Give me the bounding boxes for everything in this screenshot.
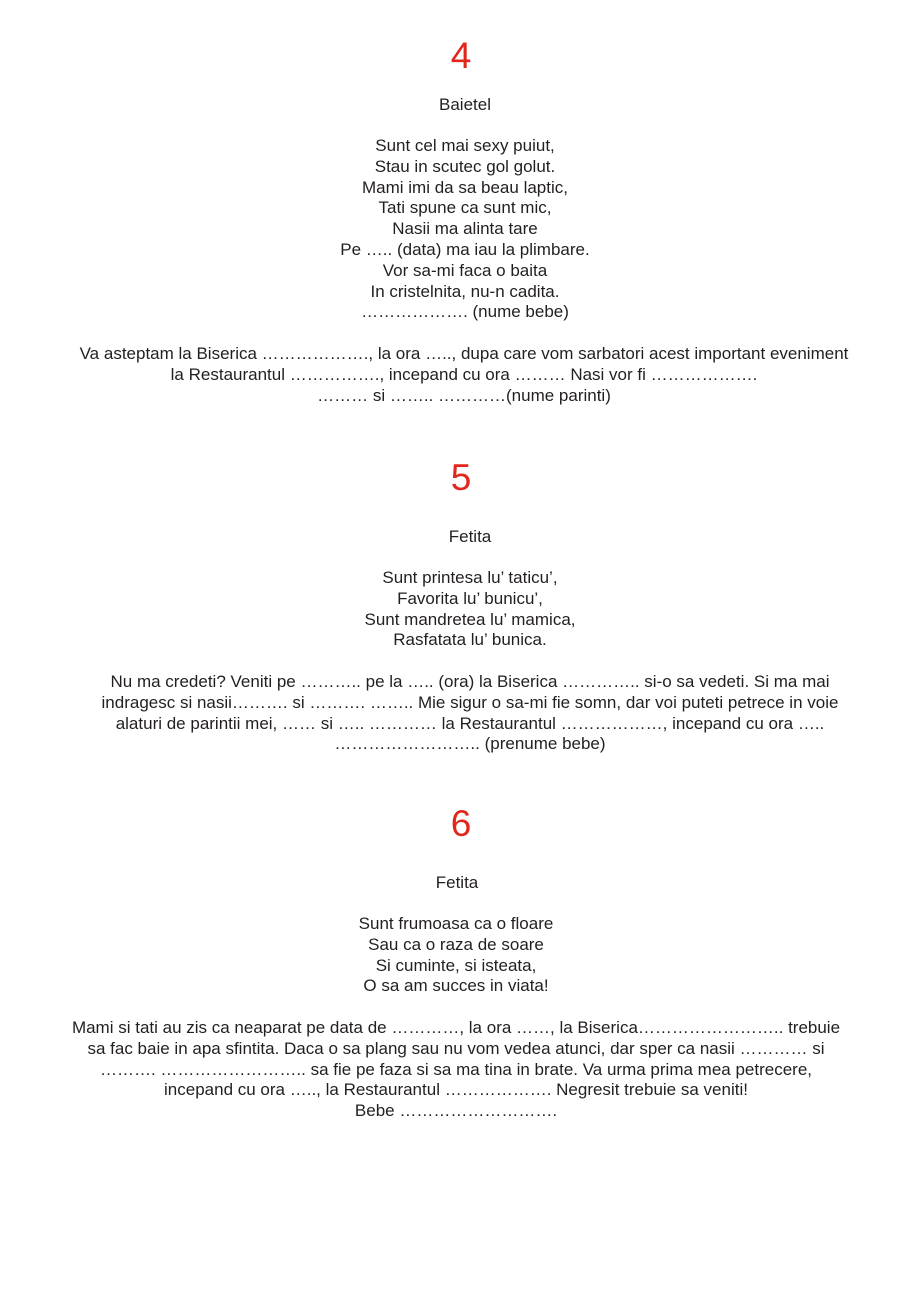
invitation-line: la Restaurantul ……………., incepand cu ora ……… Nasi vor fi ………………. (170, 364, 758, 384)
invitation-line: Mami si tati au zis ca neaparat pe data de …………, la ora ……, la Biserica…………………….. trebuie (71, 1018, 841, 1037)
poem-line: Nasii ma alinta tare (392, 219, 538, 239)
section-number: 6 (450, 803, 472, 844)
poem-line: Pe ….. (data) ma iau la plimbare. (340, 239, 590, 259)
poem-line: Sau ca o raza de soare (368, 934, 544, 954)
invitation-line: …………………….. (prenume bebe) (334, 734, 606, 754)
invitation-line: Va asteptam la Biserica ………………., la ora ….., dupa care vom sarbatori acest important eveniment (79, 344, 849, 363)
invitation-line: ………. …………………….. sa fie pe faza si sa ma tina in brate. Va urma prima mea petrecere, (99, 1059, 813, 1079)
section-title: Fetita (435, 873, 479, 892)
invitation-line: sa fac baie in apa sfintita. Daca o sa plang sau nu vom vedea atunci, dar sper ca nasii ………… si (87, 1038, 825, 1058)
poem-line: In cristelnita, nu-n cadita. (370, 281, 560, 301)
poem-line: Sunt frumoasa ca o floare (358, 914, 554, 933)
invitation-line: incepand cu ora ….., la Restaurantul ………………. Negresit trebuie sa veniti! (164, 1080, 748, 1100)
section-title: Fetita (448, 527, 492, 546)
invitation-line: ……… si …….. …………(nume parinti) (317, 385, 611, 405)
poem-line: Tati spune ca sunt mic, (378, 198, 552, 218)
poem (0, 914, 917, 997)
invitation-line: indragesc si nasii………. si ………. …….. Mie sigur o sa-mi fie somn, dar voi puteti petrece in voie (101, 692, 839, 712)
invitation-line: Bebe ………………………. (354, 1101, 558, 1121)
section-title: Baietel (439, 95, 491, 114)
invitation-line: alaturi de parintii mei, …… si ….. ………… la Restaurantul ………………, incepand cu ora ….. (115, 713, 825, 733)
invitation-line: Nu ma credeti? Veniti pe ……….. pe la ….. (ora) la Biserica ………….. si-o sa vedeti. Si ma mai (110, 672, 830, 691)
poem-line: Sunt cel mai sexy puiut, (375, 136, 555, 155)
poem-line: Favorita lu’ bunicu’, (397, 588, 543, 608)
poem-line: ………………. (nume bebe) (361, 302, 569, 322)
poem-line: Sunt mandretea lu’ mamica, (364, 609, 576, 629)
poem-line: Rasfatata lu’ bunica. (393, 630, 547, 650)
section-number: 5 (450, 457, 472, 498)
poem-line: O sa am succes in viata! (363, 976, 549, 996)
poem (4, 136, 922, 323)
poem-line: Stau in scutec gol golut. (374, 156, 556, 176)
poem-line: Vor sa-mi faca o baita (382, 260, 548, 280)
section-number: 4 (450, 35, 472, 76)
poem (9, 568, 922, 651)
poem-line: Sunt printesa lu’ taticu’, (382, 568, 558, 587)
invitation-text (9, 672, 922, 755)
poem-line: Mami imi da sa beau laptic, (362, 177, 568, 197)
poem-line: Si cuminte, si isteata, (375, 955, 537, 975)
invitation-text (3, 344, 922, 406)
invitation-text (0, 1018, 917, 1122)
